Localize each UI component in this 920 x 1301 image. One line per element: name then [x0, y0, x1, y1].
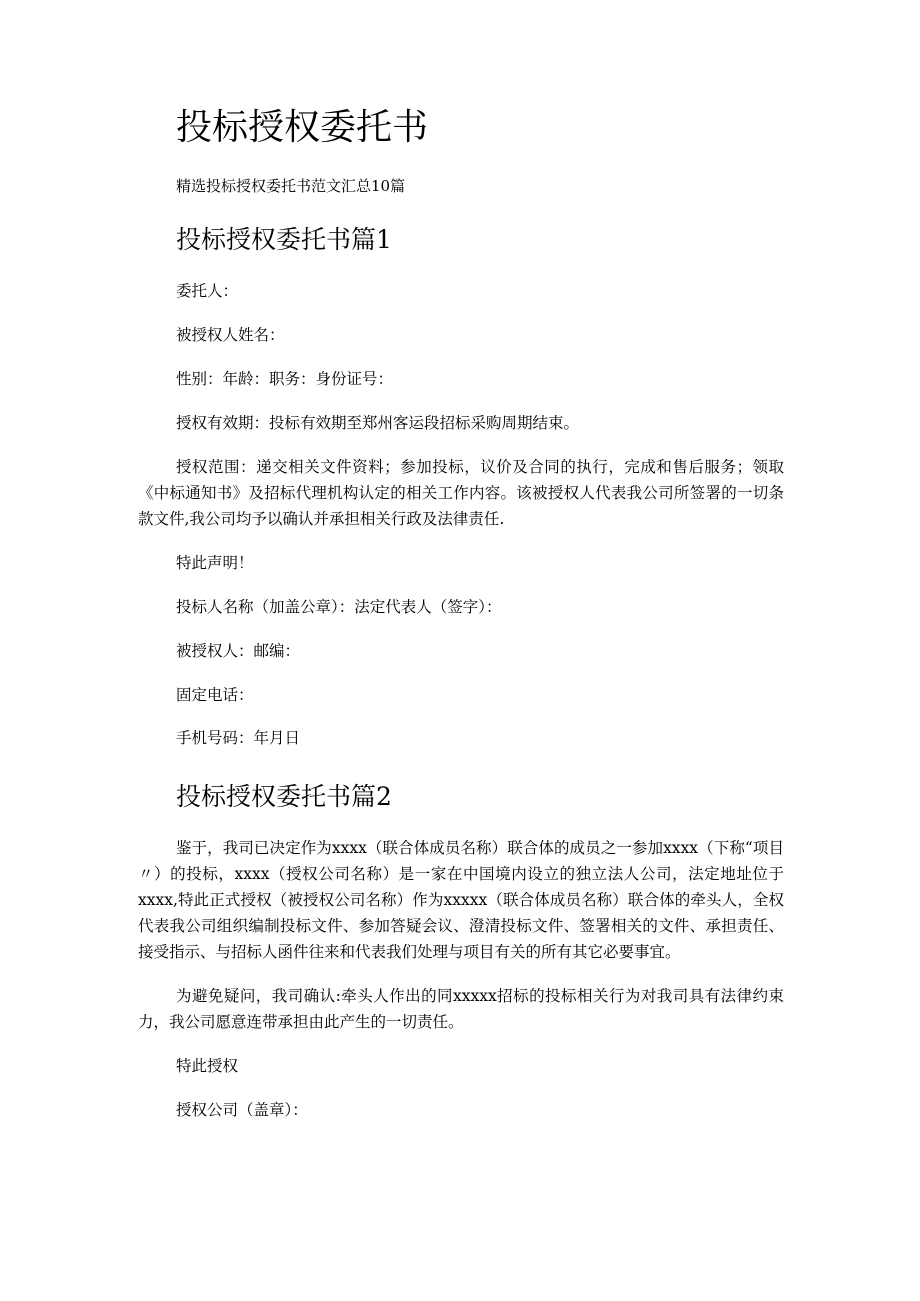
mobile-date-line: 手机号码：年月日 — [176, 729, 301, 747]
company-seal-line: 授权公司（盖章）： — [176, 1101, 308, 1119]
declaration-line: 特此声明！ — [176, 554, 254, 572]
bidder-line: 投标人名称（加盖公章）：法定代表人（签字）： — [176, 598, 502, 616]
section-2-paragraph-1: 鉴于，我司已决定作为xxxx（联合体成员名称）联合体的成员之一参加xxxx（下称“项目〃）的投标，xxxx（授权公司名称）是一家在中国境内设立的独立法人公司，法定地址位于xxxx,特此正式授权（被授权公司名称）作为xxxxx（联合体成员名称）联合体的牵头人，全权代表我公司组织编制投标文件、参加答疑会议、澄清投标文件、签署相关的文件、承担责任、接受指示、与招标人函件往来和代表我们处理与项目有关的所有其它必要事宜。 — [138, 839, 784, 961]
section-2-paragraph-2: 为避免疑问，我司确认:牵头人作出的同xxxxx招标的投标相关行为对我司具有法律约束力，我公司愿意连带承担由此产生的一切责任。 — [138, 987, 784, 1031]
scope-paragraph: 授权范围：递交相关文件资料；参加投标，议价及合同的执行，完成和售后服务；领取《中标通知书》及招标代理机构认定的相关工作内容。该被授权人代表我公司所签署的一切条款文件,我公司均予以确认并承担相关行政及法律责任. — [138, 458, 784, 528]
section-2-title: 投标授权委托书篇2 — [176, 782, 392, 811]
agent-name-line: 被授权人姓名： — [176, 326, 285, 344]
personal-info-line: 性别：年龄：职务：身份证号： — [176, 370, 394, 388]
document-content — [138, 100, 784, 1123]
client-line: 委托人： — [176, 282, 239, 300]
document-subtitle: 精选投标授权委托书范文汇总10篇 — [176, 177, 406, 195]
validity-line: 授权有效期：投标有效期至郑州客运段招标采购周期结束。 — [176, 414, 580, 432]
authorization-line: 特此授权 — [176, 1057, 239, 1075]
section-1-title: 投标授权委托书篇1 — [176, 225, 392, 254]
phone-line: 固定电话： — [176, 686, 254, 704]
agent-post-line: 被授权人：邮编： — [176, 642, 301, 660]
document-title: 投标授权委托书 — [176, 107, 429, 148]
